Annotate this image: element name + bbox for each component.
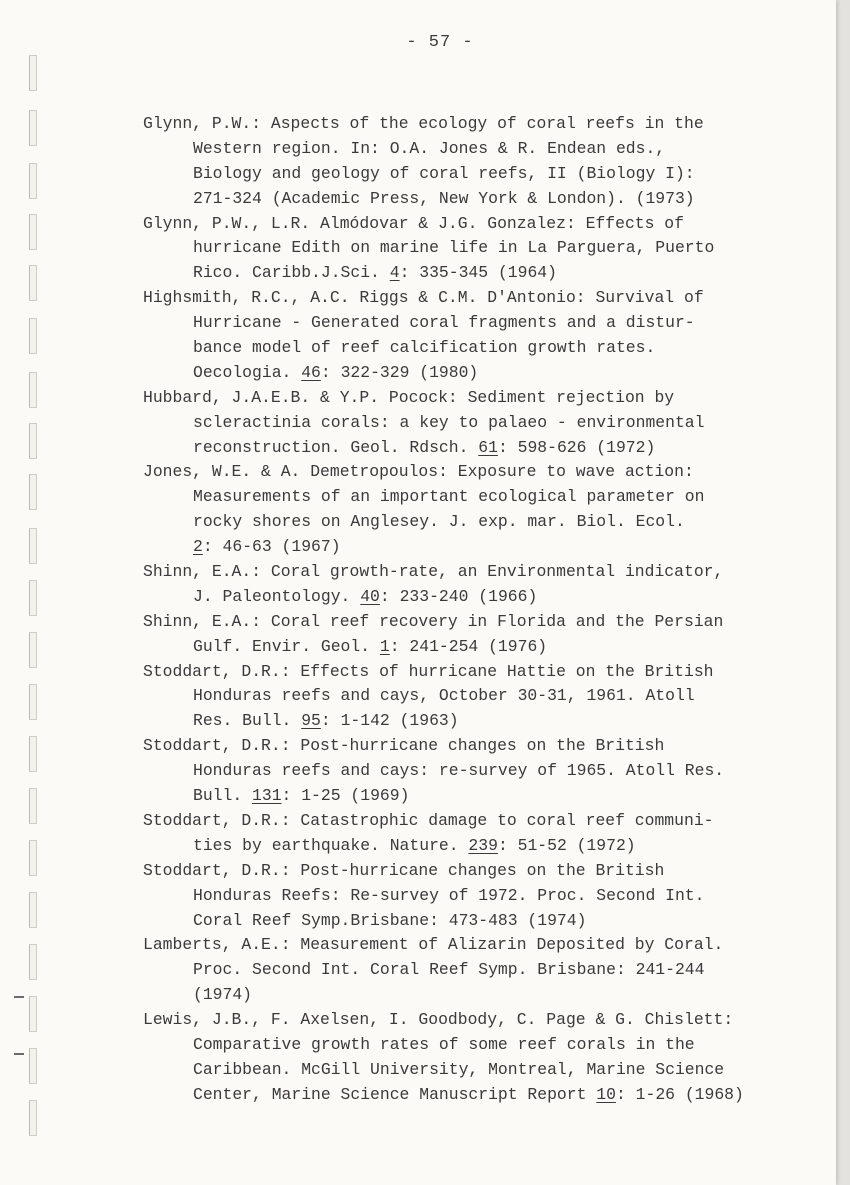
reference-list (143, 112, 783, 1108)
reference-entry (143, 560, 783, 610)
reference-text: Stoddart, D.R.: Catastrophic damage to coral reef communi- (143, 810, 714, 830)
reference-first-line (143, 734, 783, 759)
reference-text: Stoddart, D.R.: Post-hurricane changes on the British (143, 736, 665, 756)
reference-continuation-line (143, 684, 783, 709)
reference-text: : 335-345 (1964) (399, 263, 557, 283)
reference-continuation-line (143, 909, 783, 934)
binding-hole (29, 423, 37, 459)
reference-text: Glynn, P.W.: Aspects of the ecology of coral reefs in the (143, 114, 704, 133)
reference-text: J. Paleontology. (193, 586, 361, 606)
binding-hole (29, 632, 37, 668)
reference-text: Oecologia. (193, 362, 302, 382)
reference-entry (143, 859, 783, 934)
reference-text: rocky shores on Anglesey. J. exp. mar. Biol. Ecol. (193, 512, 685, 532)
reference-text: : 598-626 (1972) (497, 437, 656, 457)
reference-continuation-line (143, 1083, 783, 1108)
reference-text: Proc. Second Int. Coral Reef Symp. Brisbane: 241-244 (193, 960, 705, 980)
margin-mark (14, 1053, 24, 1055)
reference-text: Rico. Caribb.J.Sci. (193, 263, 390, 283)
reference-text: : 1-142 (1963) (320, 711, 459, 731)
reference-text: Stoddart, D.R.: Post-hurricane changes on the British (143, 860, 665, 880)
reference-continuation-line (143, 510, 783, 535)
volume-number: 10 (596, 1084, 616, 1104)
reference-text: hurricane Edith on marine life in La Parguera, Puerto (193, 238, 715, 258)
reference-text: (1974) (193, 985, 253, 1005)
binding-hole (29, 372, 37, 408)
reference-text: : 241-254 (1976) (389, 636, 548, 656)
reference-first-line (143, 660, 783, 685)
reference-text: ties by earthquake. Nature. (193, 835, 469, 855)
binding-hole (29, 318, 37, 354)
reference-first-line (143, 460, 783, 485)
reference-continuation-line (143, 784, 783, 809)
reference-text: bance model of reef calcification growth rates. (193, 338, 656, 358)
reference-text: Highsmith, R.C., A.C. Riggs & C.M. D'Antonio: Survival of (143, 288, 704, 308)
margin-mark (14, 996, 24, 998)
reference-entry (143, 809, 783, 859)
reference-continuation-line (143, 834, 783, 859)
binding-hole (29, 840, 37, 876)
reference-first-line (143, 112, 783, 137)
volume-number: 4 (389, 263, 400, 283)
reference-text: : 46-63 (1967) (202, 537, 341, 557)
reference-text: Hurricane - Generated coral fragments and a distur- (193, 313, 695, 333)
binding-hole (29, 1048, 37, 1084)
volume-number: 95 (301, 711, 321, 731)
reference-continuation-line (143, 311, 783, 336)
reference-first-line (143, 809, 783, 834)
reference-entry (143, 286, 783, 386)
binding-hole (29, 892, 37, 928)
reference-continuation-line (143, 709, 783, 734)
reference-text: : 233-240 (1966) (379, 586, 538, 606)
reference-text: : 1-26 (1968) (615, 1084, 744, 1104)
volume-number: 61 (478, 437, 498, 457)
volume-number: 2 (193, 537, 203, 557)
reference-text: Honduras reefs and cays: re-survey of 1965. Atoll Res. (193, 761, 725, 781)
reference-continuation-line (143, 535, 783, 560)
volume-number: 46 (301, 362, 321, 382)
reference-continuation-line (143, 635, 783, 660)
binding-hole (29, 1100, 37, 1136)
reference-continuation-line (143, 983, 783, 1008)
reference-text: Center, Marine Science Manuscript Report (193, 1084, 597, 1104)
reference-continuation-line (143, 585, 783, 610)
binding-hole (29, 528, 37, 564)
reference-text: : 51-52 (1972) (497, 835, 636, 855)
reference-continuation-line (143, 411, 783, 436)
reference-continuation-line (143, 436, 783, 461)
reference-first-line (143, 286, 783, 311)
reference-text: reconstruction. Geol. Rdsch. (193, 437, 479, 457)
reference-text: Res. Bull. (193, 711, 302, 731)
reference-entry (143, 610, 783, 660)
page-number: - 57 - (406, 33, 474, 52)
binding-hole (29, 265, 37, 301)
binding-hole (29, 214, 37, 250)
reference-continuation-line (143, 884, 783, 909)
reference-continuation-line (143, 162, 783, 187)
reference-entry (143, 933, 783, 1008)
volume-number: 131 (252, 786, 282, 806)
reference-first-line (143, 859, 783, 884)
reference-text: Shinn, E.A.: Coral growth-rate, an Environmental indicator, (143, 562, 724, 582)
binding-hole (29, 580, 37, 616)
reference-first-line (143, 1008, 783, 1033)
reference-entry (143, 386, 783, 461)
reference-continuation-line (143, 485, 783, 510)
reference-entry (143, 212, 783, 287)
reference-continuation-line (143, 759, 783, 784)
binding-hole (29, 944, 37, 980)
reference-continuation-line (143, 261, 783, 286)
reference-text: Stoddart, D.R.: Effects of hurricane Hattie on the British (143, 661, 714, 681)
binding-hole (29, 788, 37, 824)
reference-continuation-line (143, 1033, 783, 1058)
binding-hole (29, 474, 37, 510)
reference-entry (143, 734, 783, 809)
reference-text: Glynn, P.W., L.R. Almódovar & J.G. Gonzalez: Effects of (143, 213, 684, 233)
reference-text: Hubbard, J.A.E.B. & Y.P. Pocock: Sediment rejection by (143, 387, 675, 407)
reference-continuation-line (143, 958, 783, 983)
reference-first-line (143, 610, 783, 635)
reference-entry (143, 1008, 783, 1108)
reference-text: 271-324 (Academic Press, New York & London). (1973) (193, 188, 695, 208)
reference-continuation-line (143, 1058, 783, 1083)
reference-entry (143, 460, 783, 560)
reference-text: : 1-25 (1969) (281, 786, 410, 806)
reference-text: Gulf. Envir. Geol. (193, 636, 380, 656)
reference-text: : 322-329 (1980) (320, 362, 479, 382)
reference-text: Honduras Reefs: Re-survey of 1972. Proc. Second Int. (193, 885, 705, 905)
reference-continuation-line (143, 137, 783, 162)
reference-first-line (143, 212, 783, 237)
reference-first-line (143, 560, 783, 585)
reference-text: Jones, W.E. & A. Demetropoulos: Exposure to wave action: (143, 462, 694, 482)
reference-text: Biology and geology of coral reefs, II (Biology I): (193, 163, 695, 183)
binding-hole (29, 996, 37, 1032)
reference-text: Shinn, E.A.: Coral reef recovery in Florida and the Persian (143, 611, 724, 631)
reference-text: Comparative growth rates of some reef corals in the (193, 1034, 695, 1054)
binding-hole (29, 736, 37, 772)
reference-entry (143, 660, 783, 735)
reference-text: Caribbean. McGill University, Montreal, Marine Science (193, 1059, 725, 1079)
volume-number: 1 (379, 636, 390, 656)
reference-first-line (143, 933, 783, 958)
reference-text: Bull. (193, 786, 253, 806)
reference-text: Measurements of an important ecological parameter on (193, 487, 705, 507)
reference-continuation-line (143, 187, 783, 212)
binding-hole (29, 55, 37, 91)
reference-text: scleractinia corals: a key to palaeo - environmental (193, 412, 705, 432)
binding-hole (29, 684, 37, 720)
reference-continuation-line (143, 361, 783, 386)
reference-text: Coral Reef Symp.Brisbane: 473-483 (1974) (193, 910, 587, 930)
reference-text: Western region. In: O.A. Jones & R. Endean eds., (193, 138, 666, 158)
reference-continuation-line (143, 236, 783, 261)
reference-text: Lamberts, A.E.: Measurement of Alizarin Deposited by Coral. (143, 935, 724, 955)
reference-text: Honduras reefs and cays, October 30-31, 1961. Atoll (193, 686, 695, 706)
reference-continuation-line (143, 336, 783, 361)
reference-first-line (143, 386, 783, 411)
volume-number: 40 (360, 586, 380, 606)
reference-text: Lewis, J.B., F. Axelsen, I. Goodbody, C. Page & G. Chislett: (143, 1010, 734, 1030)
binding-hole (29, 110, 37, 146)
volume-number: 239 (468, 835, 498, 855)
reference-entry (143, 112, 783, 212)
binding-hole (29, 163, 37, 199)
